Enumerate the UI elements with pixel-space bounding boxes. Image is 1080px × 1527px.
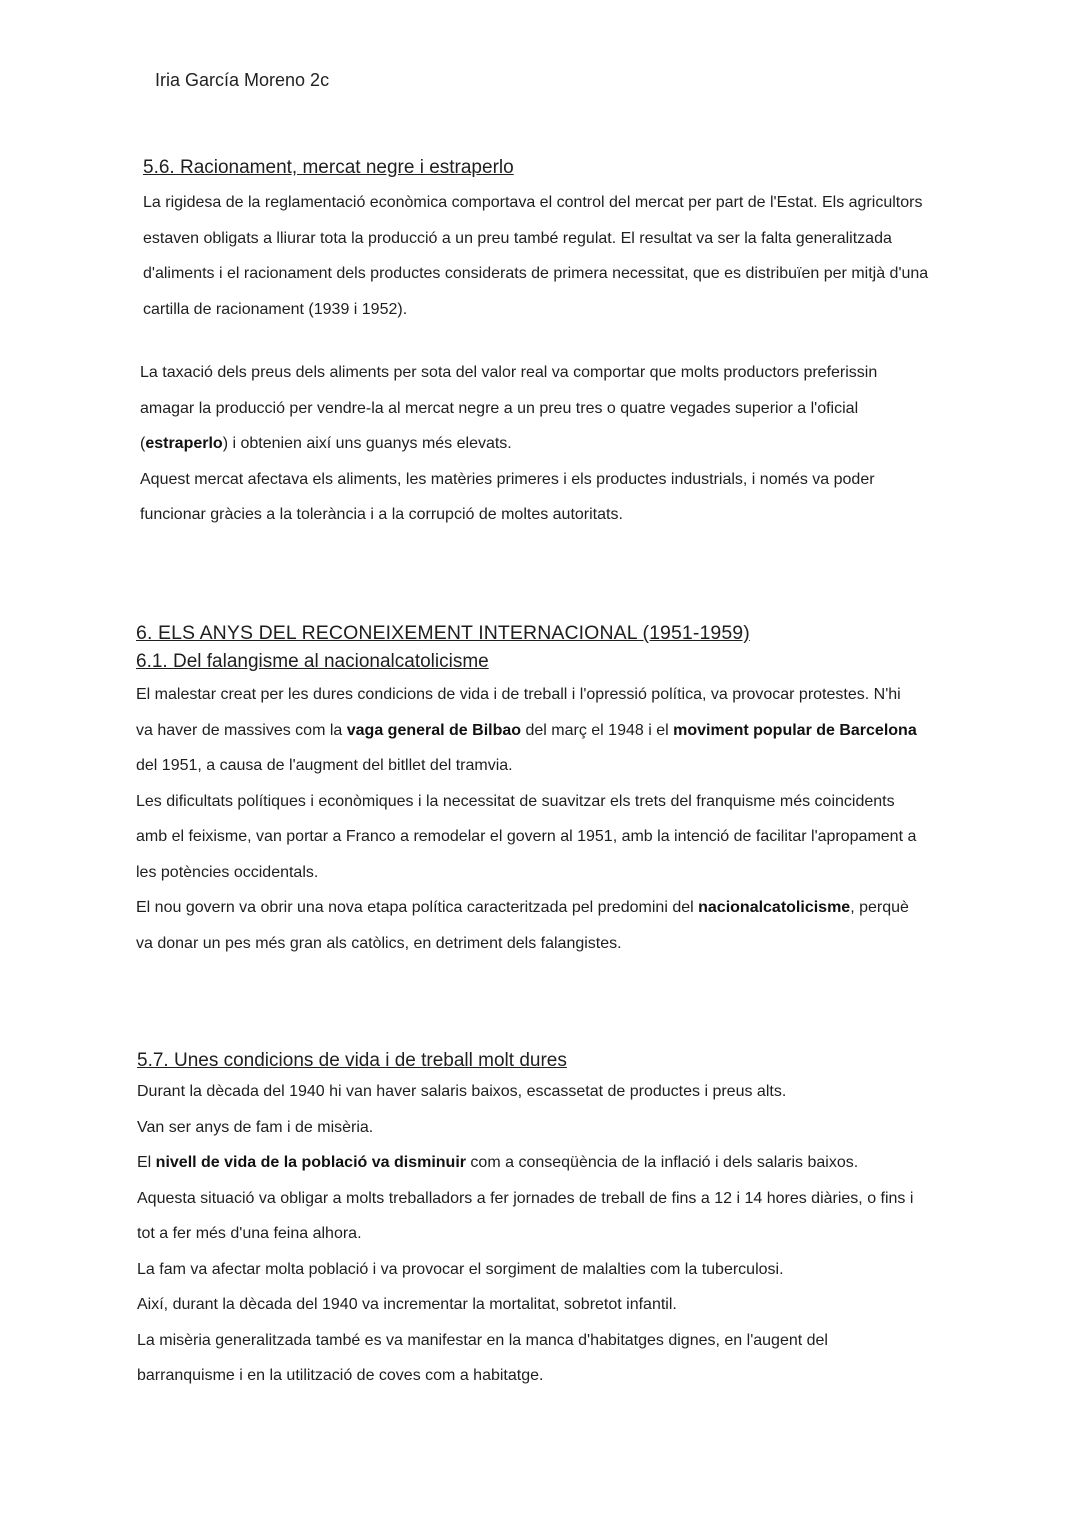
chapter-heading: 6. ELS ANYS DEL RECONEIXEMENT INTERNACIONAL (1951-1959) bbox=[136, 622, 750, 644]
author-name: Iria García Moreno 2c bbox=[155, 70, 330, 90]
section-5-6 bbox=[143, 157, 931, 327]
section-6-1-heading: 6.1. Del falangisme al nacionalcatolicisme bbox=[136, 651, 489, 672]
paragraph: El nou govern va obrir una nova etapa política caracteritzada pel predomini del nacionalcatolicisme, perquè va donar un pes més gran als catòlics, en detriment dels falangistes. bbox=[136, 899, 909, 952]
paragraph: Aquest mercat afectava els aliments, les matèries primeres i els productes industrials, i només va poder funcionar gràcies a la tolerància i a la corrupció de moltes autoritats. bbox=[140, 470, 875, 523]
paragraph: Durant la dècada del 1940 hi van haver salaris baixos, escassetat de productes i preus alts. bbox=[137, 1083, 787, 1100]
bold-term: vaga general de Bilbao bbox=[346, 721, 522, 739]
paragraph: Aquesta situació va obligar a molts treballadors a fer jornades de treball de fins a 12 i 14 hores diàries, o fins i tot a fer més d'una feina alhora. bbox=[137, 1189, 914, 1242]
paragraph: La misèria generalitzada també es va manifestar en la manca d'habitatges dignes, en l'augent del barranquisme i en la utilització de coves com a habitatge. bbox=[137, 1331, 828, 1384]
paragraph: El nivell de vida de la població va disminuir com a conseqüència de la inflació i dels salaris baixos. bbox=[137, 1154, 859, 1171]
paragraph: La fam va afectar molta població i va provocar el sorgiment de malalties com la tuberculosi. bbox=[137, 1260, 784, 1278]
bold-term: nacionalcatolicisme bbox=[698, 899, 851, 916]
section-5-6-heading: 5.6. Racionament, mercat negre i estraperlo bbox=[143, 157, 514, 178]
paragraph: El malestar creat per les dures condicions de vida i de treball i l'opressió política, va provocar protestes. N'hi va haver de massives com la vaga general de Bilbao del març el 1948 i el moviment popular de Barcelona del 1951, a causa de l'augment del bitllet del tramvia. bbox=[136, 686, 917, 774]
bold-term: nivell de vida de la població va disminuir bbox=[155, 1154, 466, 1171]
paragraph: Així, durant la dècada del 1940 va incrementar la mortalitat, sobretot infantil. bbox=[137, 1296, 677, 1313]
section-6 bbox=[136, 622, 921, 961]
bold-term: estraperlo bbox=[145, 435, 223, 452]
paragraph: Les dificultats polítiques i econòmiques i la necessitat de suavitzar els trets del franquisme més coincidents amb el feixisme, van portar a Franco a remodelar el govern al 1951, amb la intenció de facilitar l'apropament a les potències occidentals. bbox=[136, 792, 917, 881]
section-5-7 bbox=[137, 1050, 917, 1394]
section-5-7-heading: 5.7. Unes condicions de vida i de treball molt dures bbox=[137, 1050, 567, 1071]
section-5-6-continued bbox=[140, 355, 916, 533]
bold-term: moviment popular de Barcelona bbox=[673, 721, 917, 739]
paragraph: Van ser anys de fam i de misèria. bbox=[137, 1118, 374, 1136]
paragraph: La rigidesa de la reglamentació econòmica comportava el control del mercat per part de l'Estat. Els agricultors estaven obligats a lliurar tota la producció a un preu també regulat. El resultat va ser la falta generalitzada d'aliments i el racionament dels productes considerats de primera necessitat, que es distribuïen per mitjà d'una cartilla de racionament (1939 i 1952). bbox=[143, 194, 929, 318]
paragraph: La taxació dels preus dels aliments per sota del valor real va comportar que molts productors preferissin amagar la producció per vendre-la al mercat negre a un preu tres o quatre vegades superior a l'oficial (estraperlo) i obtenien així uns guanys més elevats. bbox=[140, 364, 878, 452]
